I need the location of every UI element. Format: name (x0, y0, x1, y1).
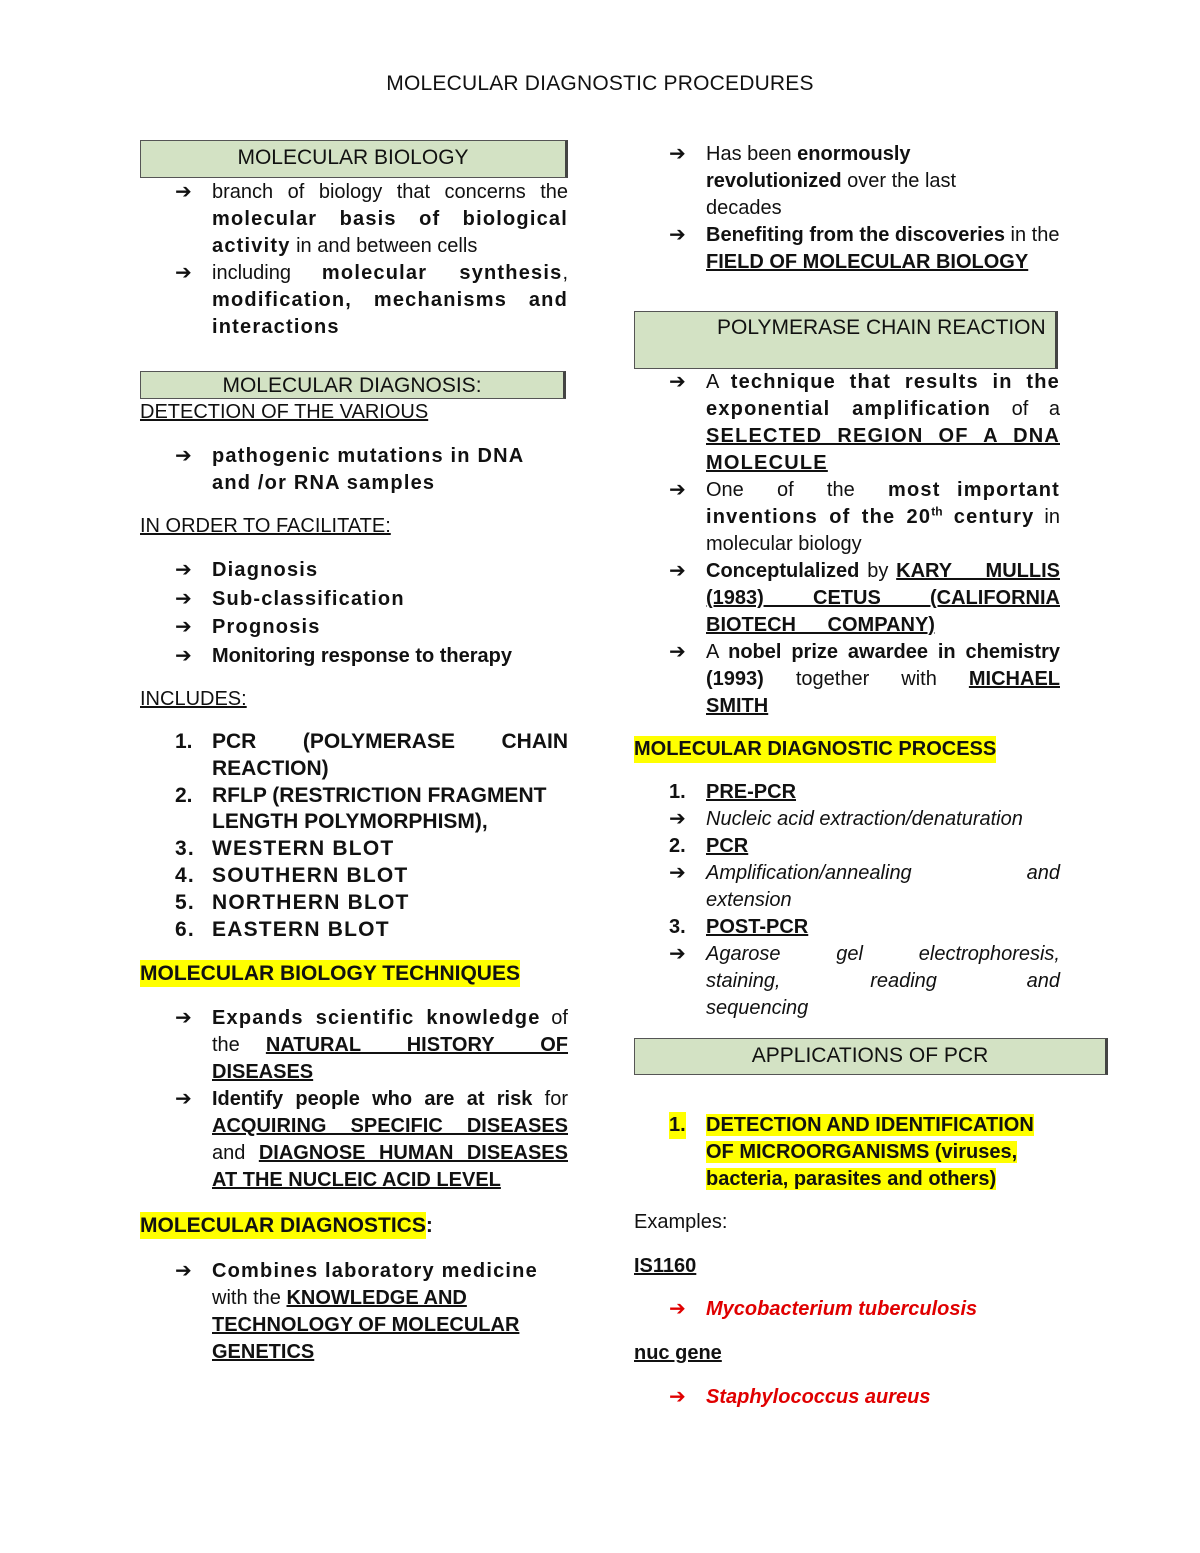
molecular-diagnostic-process-header: MOLECULAR DIAGNOSTIC PROCESS (634, 736, 996, 763)
molecular-biology-techniques-header: MOLECULAR BIOLOGY TECHNIQUES (140, 962, 520, 986)
bullet-pcr-1: ➔ A technique that results in the exponential amplification of a SELECTED REGION OF A DNA MOLECULE (669, 371, 1060, 474)
mds-header-wrap: MOLECULAR DIAGNOSTICS: (140, 1214, 433, 1238)
list-item: ➔ Monitoring response to therapy (140, 642, 568, 671)
list-item: ➔ Diagnosis (140, 556, 568, 585)
process-step: 1. PRE-PCR (669, 781, 797, 803)
bullet-r-1: ➔ Has been enormously revolutionized over the last decades (669, 143, 957, 219)
bullet-pcr-3: ➔ Conceptulalized by KARY MULLIS (1983) CETUS (CALIFORNIA BIOTECH COMPANY) (669, 560, 1060, 636)
process-list (634, 779, 1060, 1022)
application-1: 1. DETECTION AND IDENTIFICATION OF MICROORGANISMS (viruses, bacteria, parasites and others) (669, 1114, 1034, 1190)
bullet-pcr-4: ➔ A nobel prize awardee in chemistry (1993) together with MICHAEL SMITH (669, 641, 1060, 717)
example-1-label: IS1160 (634, 1255, 697, 1277)
includes-subhead: INCLUDES: (140, 688, 247, 710)
bullet-mds-1: ➔ Combines laboratory medicine with the KNOWLEDGE AND TECHNOLOGY OF MOLECULAR GENETICS (175, 1260, 538, 1364)
arrow-icon: ➔ (175, 181, 192, 203)
arrow-icon: ➔ (175, 587, 193, 610)
bullet-md-1: ➔ pathogenic mutations in DNA and /or RNA samples (175, 445, 524, 494)
bullet-mb-2: ➔ including molecular synthesis, modification, mechanisms and interactions (175, 262, 568, 338)
detection-subhead: DETECTION OF THE VARIOUS (140, 401, 429, 423)
arrow-icon: ➔ (669, 641, 686, 663)
arrow-icon: ➔ (175, 1007, 192, 1030)
arrow-icon: ➔ (669, 1298, 686, 1320)
bullet-mbt-1: ➔ Expands scientific knowledge of the NATURAL HISTORY OF DISEASES (175, 1007, 569, 1084)
molecular-diagnosis-header: MOLECULAR DIAGNOSIS: (140, 371, 566, 399)
pcr-header: POLYMERASE CHAIN REACTION (634, 311, 1058, 369)
arrow-icon: ➔ (669, 479, 686, 501)
arrow-icon: ➔ (175, 559, 193, 581)
arrow-icon: ➔ (175, 1088, 192, 1111)
list-item: 2. RFLP (RESTRICTION FRAGMENT LENGTH POLYMORPHISM), (175, 783, 547, 834)
bullet-mbt-2: ➔ Identify people who are at risk for ACQUIRING SPECIFIC DISEASES and DIAGNOSE HUMAN DISEASES AT THE NUCLEIC ACID LEVEL (175, 1088, 568, 1192)
arrow-icon: ➔ (669, 143, 686, 165)
page-title: MOLECULAR DIAGNOSTIC PROCEDURES (386, 72, 814, 95)
mbt-header-wrap (140, 960, 568, 988)
applications-header: APPLICATIONS OF PCR (634, 1038, 1108, 1075)
facilitate-subhead: IN ORDER TO FACILITATE: (140, 515, 391, 537)
arrow-icon: ➔ (669, 560, 686, 582)
process-step: 2. PCR (669, 835, 749, 857)
process-desc: ➔ Nucleic acid extraction/denaturation (634, 806, 1060, 833)
list-item: 4. SOUTHERN BLOT (175, 863, 409, 887)
arrow-icon: ➔ (175, 616, 193, 638)
process-desc: ➔ Amplification/annealing and extension (669, 862, 1060, 911)
bullet-mb-1: ➔ branch of biology that concerns the molecular basis of biological activity in and between cells (175, 181, 568, 257)
arrow-icon: ➔ (175, 262, 192, 284)
facilitate-list (140, 556, 568, 670)
arrow-icon: ➔ (669, 808, 686, 830)
arrow-icon: ➔ (175, 445, 193, 467)
right-column (634, 141, 1108, 1411)
example-2-label: nuc gene (634, 1342, 722, 1364)
process-step: 3. POST-PCR (669, 916, 809, 938)
arrow-icon: ➔ (669, 371, 686, 393)
list-item: 3. WESTERN BLOT (175, 837, 395, 861)
list-item: 5. NORTHERN BLOT (175, 890, 410, 914)
molecular-biology-header: MOLECULAR BIOLOGY (140, 140, 568, 178)
list-item: ➔ Prognosis (140, 613, 568, 642)
arrow-icon: ➔ (669, 224, 686, 246)
arrow-icon: ➔ (669, 943, 686, 965)
process-desc: ➔ Agarose gel electrophoresis, staining, reading and sequencing (669, 943, 1060, 1019)
list-item: 1. PCR (POLYMERASE CHAIN REACTION) (175, 730, 568, 780)
arrow-icon: ➔ (669, 1386, 686, 1408)
mdp-header-wrap (634, 736, 1108, 763)
example-2-organism: ➔ Staphylococcus aureus (634, 1384, 1108, 1411)
list-item: 6. EASTERN BLOT (175, 917, 390, 941)
arrow-icon: ➔ (175, 644, 192, 667)
example-1-organism: ➔ Mycobacterium tuberculosis (634, 1296, 1108, 1323)
bullet-pcr-2: ➔ One of the most important inventions of the 20th century in molecular biology (669, 479, 1060, 555)
molecular-diagnostics-header: MOLECULAR DIAGNOSTICS (140, 1214, 426, 1238)
includes-list (140, 729, 568, 943)
bullet-r-2: ➔ Benefiting from the discoveries in the FIELD OF MOLECULAR BIOLOGY (669, 224, 1060, 273)
left-column (140, 140, 568, 1366)
list-item: ➔ Sub-classification (140, 585, 568, 614)
arrow-icon: ➔ (175, 1260, 192, 1283)
arrow-icon: ➔ (669, 862, 686, 884)
examples-label: Examples: (634, 1211, 728, 1233)
